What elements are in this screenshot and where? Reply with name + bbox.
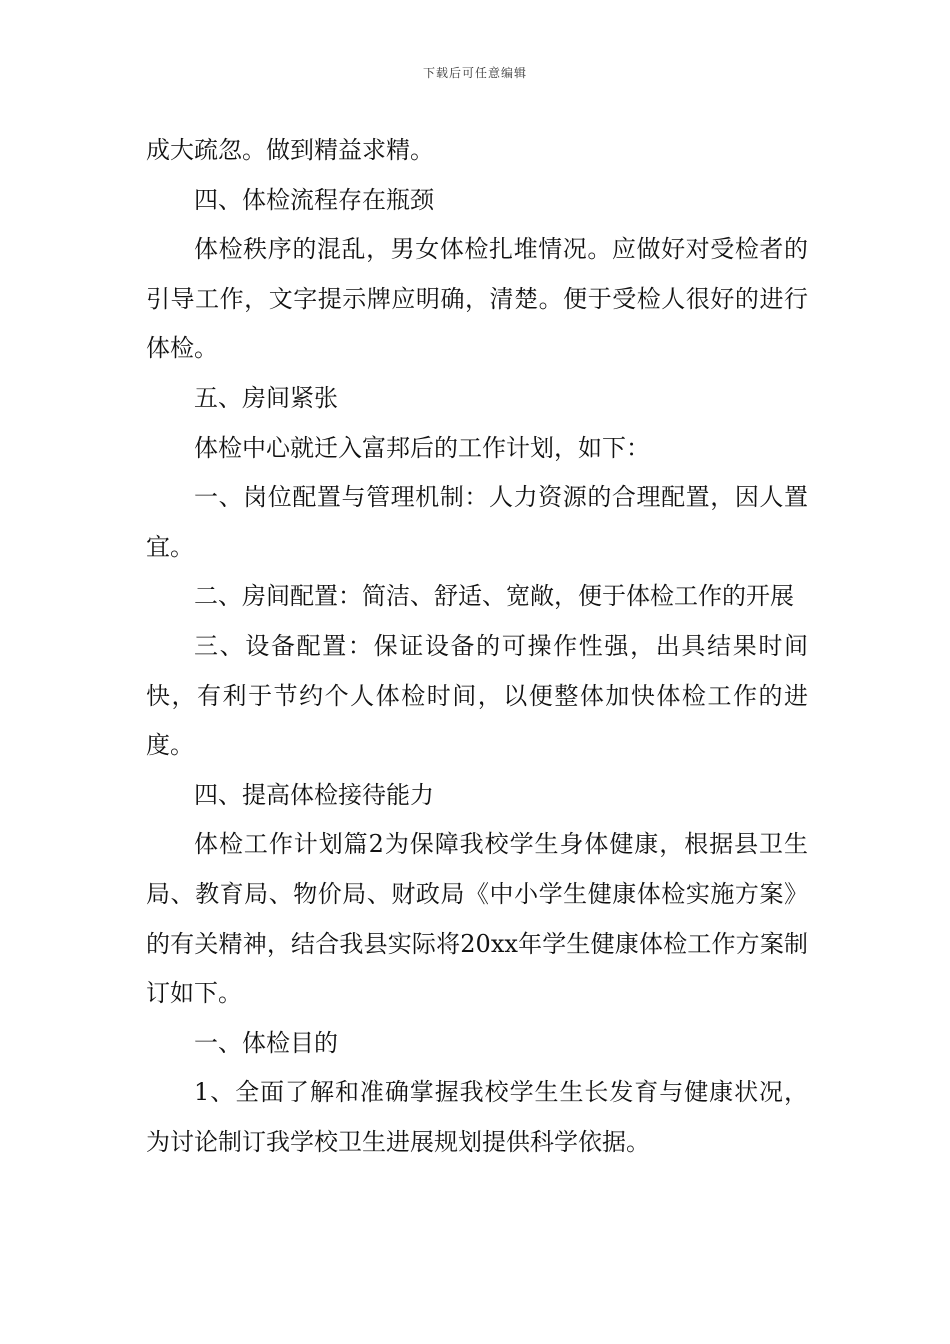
paragraph: 体检工作计划篇2为保障我校学生身体健康，根据县卫生局、教育局、物价局、财政局《中小学生健康体检实施方案》的有关精神，结合我县实际将20xx年学生健康体检工作方案制订如下。 (146, 830, 808, 1008)
document-body (146, 126, 808, 1167)
section-heading: 一、体检目的 (194, 1028, 338, 1057)
paragraph: 二、房间配置：简洁、舒适、宽敞，便于体检工作的开展 (194, 582, 794, 611)
paragraph: 一、岗位配置与管理机制：人力资源的合理配置，因人置宜。 (146, 483, 808, 561)
paragraph: 体检秩序的混乱，男女体检扎堆情况。应做好对受检者的引导工作，文字提示牌应明确，清楚。便于受检人很好的进行体检。 (146, 235, 808, 363)
section-heading: 五、房间紧张 (194, 383, 338, 412)
paragraph: 成大疏忽。做到精益求精。 (146, 136, 434, 164)
paragraph: 体检中心就迁入富邦后的工作计划，如下： (194, 433, 650, 462)
section-heading: 四、提高体检接待能力 (194, 780, 434, 809)
page-header-note: 下载后可任意编辑 (422, 66, 527, 80)
section-heading: 四、体检流程存在瓶颈 (194, 185, 434, 214)
paragraph: 三、设备配置：保证设备的可操作性强，出具结果时间快，有利于节约个人体检时间，以便整体加快体检工作的进度。 (146, 631, 808, 760)
paragraph: 1、全面了解和准确掌握我校学生生长发育与健康状况，为讨论制订我学校卫生进展规划提供科学依据。 (146, 1078, 808, 1156)
